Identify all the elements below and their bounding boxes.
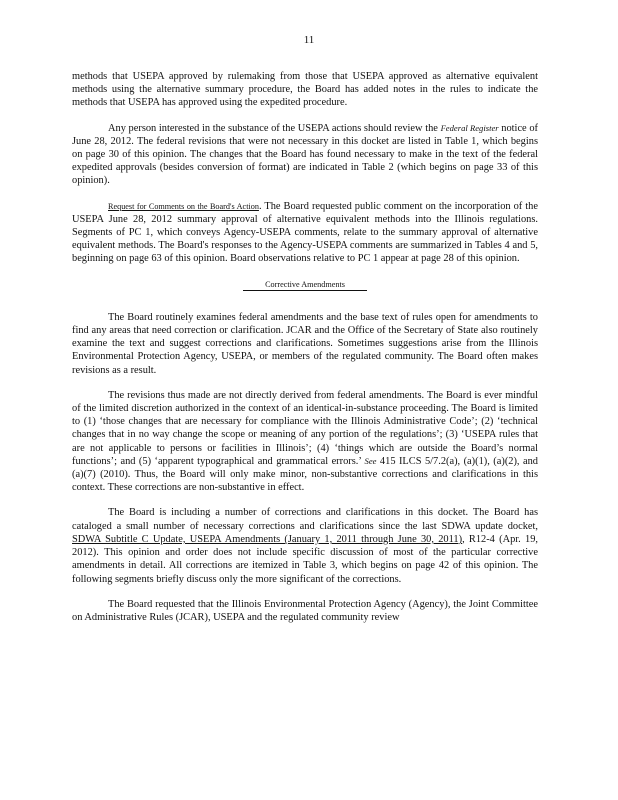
paragraph-corrections (72, 506, 538, 585)
paragraph-text: notice of June 28, 2012. The federal revisions that were not necessary in this docket are listed in Table 1, which begins on page 30 of this opinion. The changes that the Board has found necessary to make in the text of the federal expedited approvals (besides conversion of format) are indicated in Table 2 (which begins on page 33 of this opinion). (72, 122, 538, 187)
paragraph-text: Any person interested in the substance of the USEPA actions should review the (108, 122, 441, 134)
docket-citation: SDWA Subtitle C Update, USEPA Amendments (January 1, 2011 through June 30, 2011) (72, 533, 463, 545)
paragraph-text: The revisions thus made are not directly derived from federal amendments. The Board is ever mindful of the limited discretion authorized in the context of an identical-in-substance proceeding. The Board is limited to (1) ‘those changes that are necessary for compliance with the Illinois Administrative Code’; (2) ‘technical changes that in no way change the scope or meaning of any portion of the regulations’; (3) ‘USEPA rules that are not applicable to persons or facilities in Illinois’; (4) ‘things which are outside the Board’s normal functions’; and (5) ‘apparent typographical and grammatical errors.’ (72, 389, 538, 467)
page-number: 11 (303, 34, 315, 46)
section-heading (72, 278, 538, 291)
paragraph-text: . The Board requested public comment on the incorporation of the USEPA June 28, 2012 summary approval of alternative equivalent methods into the Illinois regulations. Segments of PC 1, which conveys Agency-USEPA comments, relate to the summary approval of alternative equivalent methods. The Board's responses to the Agency-USEPA comments are summarized in Tables 4 and 5, beginning on page 63 of this opinion. Board observations relative to PC 1 appear at page 28 of this opinion. (72, 200, 538, 265)
paragraph-request-for-comments (72, 200, 538, 266)
paragraph-methods: methods that USEPA approved by rulemaking from those that USEPA approved as alternative equivalent methods using the alternative summary procedure, the Board has added notes in the rules to indicate the methods that USEPA has approved using the expedited procedure. (72, 71, 538, 109)
corrective-amendments-heading: Corrective Amendments (243, 280, 367, 291)
federal-register-citation: Federal Register (440, 122, 499, 133)
document-body (72, 70, 538, 636)
request-for-comments-heading: Request for Comments on the Board's Action (108, 201, 259, 211)
see-signal: See (364, 455, 377, 466)
paragraph-text: 415 ILCS 5/7.2(a), (a)(1), (a)(2), and (a)(7) (2010). Thus, the Board will only make minor, non-substantive corrections and clarifications in this context. These corrections are non-substantive in effect. (72, 455, 538, 494)
paragraph-revisions (72, 389, 538, 495)
paragraph-routine-examination: The Board routinely examines federal amendments and the base text of rules open for amendments to find any areas that need correction or clarification. JCAR and the Office of the Secretary of State also routinely examine the text and suggest corrections and clarifications. Sometimes suggestions arise from the Illinois Environmental Protection Agency, USEPA, or members of the regulated community. The Board often makes revisions as a result. (72, 311, 538, 376)
paragraph-text: , R12-4 (Apr. 19, 2012). This opinion and order does not include specific discussion of most of the particular corrective amendments in detail. All corrections are itemized in Table 3, which begins on page 42 of this opinion. The following segments briefly discuss only the more significant of the corrections. (72, 533, 539, 585)
paragraph-text: The Board is including a number of corrections and clarifications in this docket. The Board has cataloged a small number of necessary corrections and clarifications since the last SDWA update docket, (72, 507, 538, 532)
paragraph-board-requested: The Board requested that the Illinois Environmental Protection Agency (Agency), the Joint Committee on Administrative Rules (JCAR), USEPA and the regulated community review (72, 598, 538, 623)
paragraph-federal-register (72, 122, 538, 188)
